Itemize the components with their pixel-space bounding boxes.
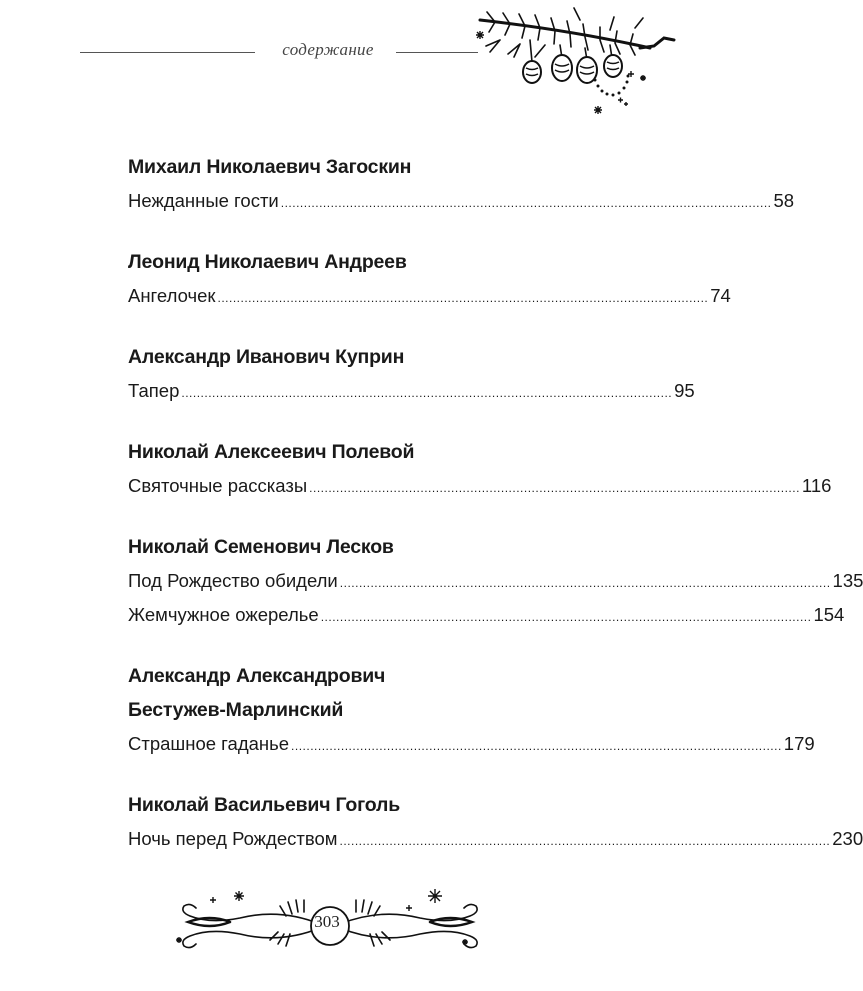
author-name: Михаил Николаевич Загоскин [128,156,412,178]
toc-section-gogol [128,788,863,856]
toc-section-polevoy [128,435,832,503]
toc-section-zagoskin [128,150,795,218]
entry-page-number: 154 [813,604,845,625]
toc-entry[interactable] [128,279,731,313]
toc-section-bestuzhev [128,659,815,761]
toc-entry[interactable] [128,822,863,856]
entry-page-number: 135 [832,570,863,591]
author-name: Леонид Николаевич Андреев [128,251,407,273]
dot-leader: ................................................................................................................................ [280,196,772,210]
dot-leader: ................................................................................................................................ [181,386,673,400]
toc-entry[interactable] [128,374,695,408]
toc-entry[interactable] [128,727,815,761]
author-name: Николай Алексеевич Полевой [128,441,415,463]
fir-branch-with-ornaments-icon [460,0,703,130]
toc-entry[interactable] [128,564,863,598]
toc-entry[interactable] [128,469,832,503]
entry-title: Ночь перед Рождеством [128,828,338,849]
dot-leader: ................................................................................................................................ [320,610,812,624]
author-name-line-2: Бестужев-Марлинский [128,699,344,721]
dot-leader: ................................................................................................................................ [217,291,709,305]
entry-title: Страшное гаданье [128,733,290,754]
author-name: Николай Семенович Лесков [128,536,394,558]
toc-entry[interactable] [128,184,795,218]
author-name: Александр Иванович Куприн [128,346,405,368]
toc-section-kuprin [128,340,695,408]
entry-title: Жемчужное ожерелье [128,604,319,625]
dot-leader: ................................................................................................................................ [309,481,800,495]
entry-page-number: 74 [710,285,731,306]
dot-leader: ................................................................................................................................ [339,834,831,848]
entry-page-number: 58 [773,190,795,211]
entry-title: Ангелочек [128,285,216,306]
entry-title: Под Рождество обидели [128,570,338,591]
header-rule-left [80,52,255,53]
entry-title: Тапер [128,380,180,401]
entry-page-number: 116 [801,475,832,496]
entry-title: Нежданные гости [128,190,279,211]
toc-entry[interactable] [128,598,845,632]
entry-page-number: 230 [832,828,863,849]
entry-title: Святочные рассказы [128,475,308,496]
dot-leader: ................................................................................................................................ [291,739,782,753]
dot-leader: ................................................................................................................................ [339,576,831,590]
entry-page-number: 179 [783,733,815,754]
table-of-contents [128,150,863,883]
author-name: Николай Васильевич Гоголь [128,794,400,816]
page-number: 303 [314,912,340,931]
page-header-title: содержание [282,40,374,59]
toc-section-andreev [128,245,731,313]
toc-section-leskov [128,530,863,632]
entry-page-number: 95 [674,380,695,401]
author-name-line-1: Александр Александрович [128,665,386,687]
